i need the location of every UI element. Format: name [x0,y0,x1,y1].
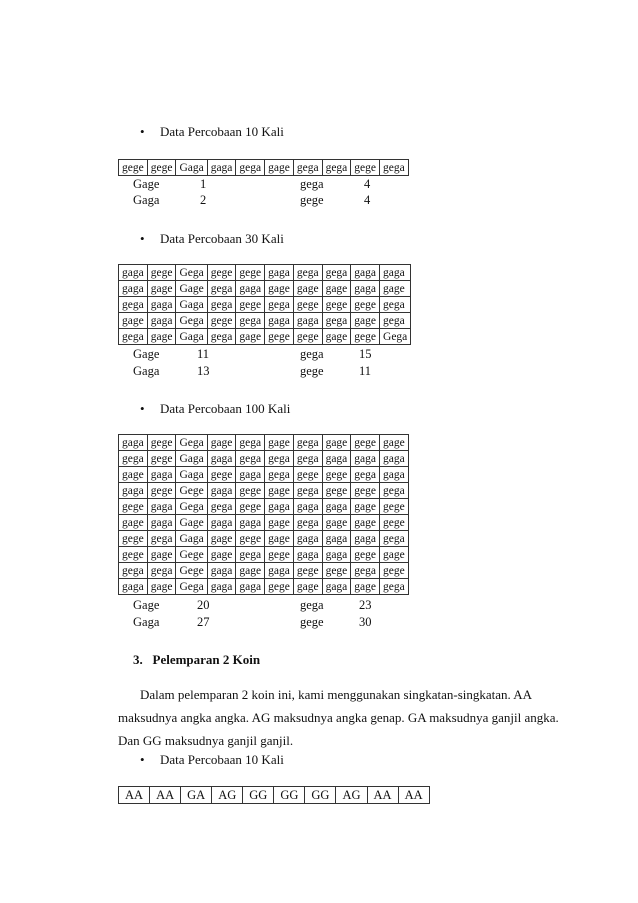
table-cell: gega [119,451,148,467]
table-cell: gega [351,563,380,579]
table-cell: gege [147,451,176,467]
table-cell: gaga [207,515,236,531]
table-cell: gega [236,435,265,451]
table-cell: gaga [119,435,148,451]
table-cell: gege [207,467,236,483]
table-cell: gaga [265,313,294,329]
table-cell: gega [119,329,148,345]
table-cell: gege [322,483,351,499]
table-cell: gega [265,451,294,467]
table-cell: gege [380,563,409,579]
table-cell: gage [236,563,265,579]
table-cell: gega [265,467,294,483]
summary-value: 23 [359,598,372,612]
table-cell: gega [207,297,236,313]
table-row [119,467,409,483]
table-cell: gege [236,483,265,499]
table-row [119,787,430,804]
table-cell: gage [147,281,176,297]
table-cell: gaga [351,265,380,281]
table-row [119,579,409,595]
table-cell: gege [119,547,148,563]
table-row [119,451,409,467]
table-cell: gaga [147,313,176,329]
table-cell: gaga [322,579,351,595]
table-cell: Gaga [176,297,207,313]
table-cell: gage [351,499,380,515]
table-cell: Gega [176,579,207,595]
summary-value: 2 [200,193,207,207]
table-cell: gega [322,313,351,329]
paragraph-line: Dalam pelemparan 2 koin ini, kami menggunakan singkatan-singkatan. AA [140,687,533,702]
summary-value: 4 [364,177,371,191]
table-cell: GA [181,787,212,804]
table-row [119,563,409,579]
table-cell: gege [380,515,409,531]
table-cell: gege [351,483,380,499]
table-cell: Gaga [176,531,207,547]
table-cell: gage [265,281,294,297]
table-cell: gaga [236,579,265,595]
table-cell: Gege [176,563,207,579]
table-cell: GG [243,787,274,804]
table-cell: gaga [293,313,322,329]
table-cell: gaga [322,531,351,547]
table-cell: gege [119,499,148,515]
bullet-text: Data Percobaan 10 Kali [160,752,284,767]
table-cell: gaga [147,297,176,313]
table-cell: gaga [322,451,351,467]
summary-label: Gaga [133,615,160,629]
bullet-item-coin-10-trials [140,752,284,768]
table-cell: gege [147,160,176,176]
table-cell: gage [207,547,236,563]
table-cell: GG [274,787,305,804]
table-cell: gaga [119,281,148,297]
coin-results-table [118,786,430,804]
table-cell: gaga [119,265,148,281]
table-cell: gaga [119,483,148,499]
table-cell: gage [351,515,380,531]
summary-value: 1 [200,177,207,191]
table-cell: gege [322,467,351,483]
table-row [119,531,409,547]
table-cell: gage [380,281,411,297]
table-cell: gaga [265,499,294,515]
table-cell: gega [322,265,351,281]
table-row [119,265,411,281]
table-cell: Gaga [176,451,207,467]
table-cell: gege [351,547,380,563]
summary-value: 4 [364,193,371,207]
table-cell: gega [207,281,236,297]
table-cell: gaga [351,531,380,547]
bullet-text: Data Percobaan 30 Kali [160,231,284,246]
table-cell: gaga [351,451,380,467]
table-cell: gaga [147,499,176,515]
table-cell: gege [293,297,322,313]
table-cell: gege [119,531,148,547]
bullet-item-100-trials [140,401,290,417]
table-cell: Gaga [176,160,207,176]
table-cell: gaga [380,265,411,281]
table-cell: gega [380,531,409,547]
table-row [119,435,409,451]
table-cell: gega [380,483,409,499]
table-cell: gege [351,297,380,313]
table-cell: gage [322,435,351,451]
table-cell: Gege [176,483,207,499]
bullet-icon: • [140,401,145,416]
paragraph-line: Dan GG maksudnya ganjil ganjil. [118,733,294,748]
section-heading: 3. Pelemparan 2 Koin [133,652,261,667]
table-cell: gaga [351,281,380,297]
table-row [119,547,409,563]
table-row [119,483,409,499]
table-cell: gega [293,435,322,451]
table-cell: gage [380,435,409,451]
table-cell: gage [351,579,380,595]
table-cell: gega [236,313,265,329]
table-cell: Gega [380,329,411,345]
table-cell: gege [351,160,380,176]
table-cell: gaga [119,579,148,595]
table-cell: gega [207,329,236,345]
paragraph-line: maksudnya angka angka. AG maksudnya angka genap. GA maksudnya ganjil angka. [118,710,559,725]
table-cell: Gega [176,435,207,451]
table-cell: gege [147,435,176,451]
bullet-icon: • [140,231,145,246]
table-cell: gage [207,531,236,547]
table-cell: gega [380,160,409,176]
table-cell: gega [119,563,148,579]
table-cell: gage [322,515,351,531]
table-cell: gege [147,483,176,499]
summary-label: Gage [133,347,160,361]
table-cell: gega [293,265,322,281]
summary-label: gega [300,598,324,612]
table-cell: gega [380,579,409,595]
table-cell: Gage [176,515,207,531]
table-cell: gega [207,499,236,515]
table-cell: gega [322,160,351,176]
table-cell: gega [380,297,411,313]
table-cell: gage [322,281,351,297]
table-cell: gaga [293,531,322,547]
table-cell: gaga [322,547,351,563]
intro-paragraph [118,683,559,752]
summary-value: 13 [197,364,210,378]
table-cell: gage [147,329,176,345]
table-cell: gege [236,265,265,281]
table-row [119,329,411,345]
table-cell: gega [236,547,265,563]
table-cell: gege [265,329,294,345]
table-cell: gaga [207,483,236,499]
table-cell: gege [322,563,351,579]
table-cell: gaga [380,451,409,467]
table-cell: gage [265,435,294,451]
table-cell: gaga [207,579,236,595]
summary-label: gege [300,615,324,629]
table-row [119,297,411,313]
table-cell: Gege [176,547,207,563]
table-cell: gage [293,281,322,297]
table-cell: gage [380,547,409,563]
table-cell: gege [322,297,351,313]
table-cell: gage [207,435,236,451]
summary-label: gege [300,364,324,378]
table-cell: gage [119,515,148,531]
table-cell: gega [380,313,411,329]
table-cell: gege [380,499,409,515]
summary-label: gega [300,347,324,361]
bullet-icon: • [140,752,145,767]
bullet-item-30-trials [140,231,284,247]
bullet-icon: • [140,124,145,139]
summary-label: gege [300,193,324,207]
table-cell: gaga [207,451,236,467]
table-cell: AA [150,787,181,804]
table-cell: gage [265,515,294,531]
table-cell: gaga [207,160,236,176]
summary-label: Gage [133,598,160,612]
results-table-30 [118,264,411,345]
table-cell: gaga [236,467,265,483]
table-cell: gaga [147,467,176,483]
table-row [119,515,409,531]
table-cell: GG [305,787,336,804]
table-cell: gege [236,499,265,515]
summary-label: gega [300,177,324,191]
table-cell: Gaga [176,467,207,483]
table-cell: gege [293,467,322,483]
table-cell: gega [293,451,322,467]
table-cell: AA [367,787,398,804]
summary-value: 20 [197,598,210,612]
table-cell: gaga [293,547,322,563]
table-cell: gega [147,531,176,547]
table-cell: Gega [176,313,207,329]
table-cell: gage [119,313,148,329]
table-row [119,281,411,297]
table-cell: gege [351,435,380,451]
table-cell: AA [398,787,429,804]
table-cell: gage [351,313,380,329]
table-cell: gaga [380,467,409,483]
table-cell: gage [147,579,176,595]
results-table-10 [118,159,409,176]
bullet-text: Data Percobaan 10 Kali [160,124,284,139]
bullet-text: Data Percobaan 100 Kali [160,401,291,416]
table-cell: gege [207,313,236,329]
table-cell: gage [236,329,265,345]
table-cell: Gage [176,281,207,297]
table-cell: AA [119,787,150,804]
table-cell: gege [236,297,265,313]
table-cell: gaga [236,281,265,297]
table-cell: gega [293,515,322,531]
table-cell: gage [322,329,351,345]
table-cell: gega [236,160,265,176]
summary-value: 30 [359,615,372,629]
table-cell: gage [265,531,294,547]
table-cell: gage [147,547,176,563]
table-cell: gaga [293,499,322,515]
bullet-item-10-trials [140,124,284,140]
table-cell: gaga [265,265,294,281]
summary-label: Gage [133,177,160,191]
table-cell: Gega [176,499,207,515]
table-cell: gage [265,483,294,499]
table-cell: gaga [236,515,265,531]
table-cell: gega [293,483,322,499]
table-cell: gege [119,160,148,176]
table-cell: gega [265,297,294,313]
summary-value: 11 [359,364,372,378]
table-cell: gage [265,160,294,176]
table-cell: gaga [265,563,294,579]
table-cell: gega [119,297,148,313]
table-cell: gege [147,265,176,281]
table-cell: gege [293,329,322,345]
table-row [119,313,411,329]
table-cell: gega [293,160,322,176]
table-cell: gaga [322,499,351,515]
table-cell: gege [265,579,294,595]
table-cell: Gega [176,265,207,281]
table-cell: gega [351,467,380,483]
table-cell: gege [293,563,322,579]
table-cell: Gaga [176,329,207,345]
table-cell: gege [351,329,380,345]
results-table-100 [118,434,409,595]
table-cell: gage [293,579,322,595]
table-cell: gega [147,563,176,579]
table-cell: gage [119,467,148,483]
table-cell: gege [207,265,236,281]
summary-value: 15 [359,347,372,361]
table-cell: gege [236,531,265,547]
table-cell: gaga [147,515,176,531]
table-cell: AG [336,787,367,804]
table-row [119,499,409,515]
table-cell: AG [212,787,243,804]
summary-value: 11 [197,347,210,361]
table-cell: gaga [207,563,236,579]
table-cell: gega [236,451,265,467]
summary-value: 27 [197,615,210,629]
summary-label: Gaga [133,193,160,207]
table-row [119,160,409,176]
summary-label: Gaga [133,364,160,378]
table-cell: gege [265,547,294,563]
